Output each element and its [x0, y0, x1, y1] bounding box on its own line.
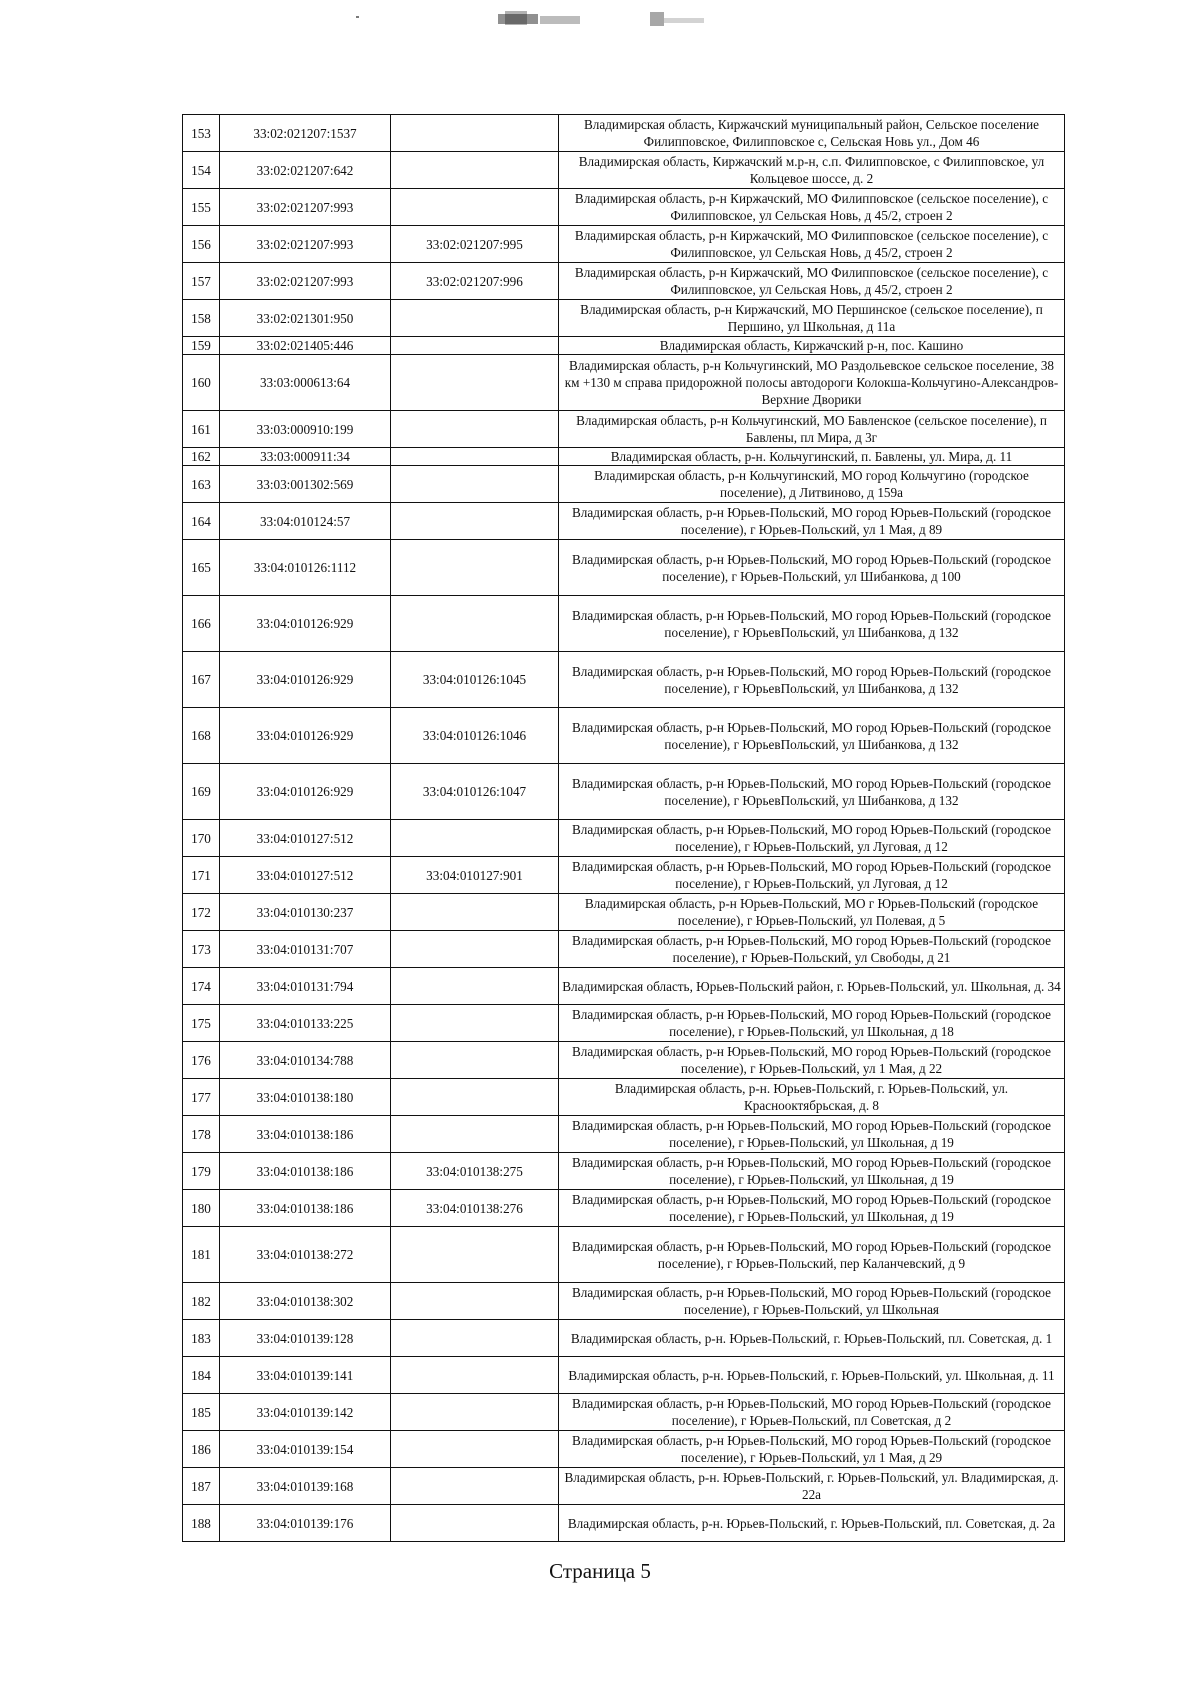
linked-cadastral-number: 33:04:010138:275 [391, 1153, 559, 1190]
table-row [183, 1190, 1065, 1227]
cadastral-number: 33:04:010126:929 [220, 596, 391, 652]
row-number: 159 [183, 337, 220, 355]
linked-cadastral-number [391, 411, 559, 448]
address: Владимирская область, р-н Юрьев-Польский, МО город Юрьев-Польский (городское поселение), г Юрьев-Польский, ул 1 Мая, д 29 [559, 1431, 1065, 1468]
address: Владимирская область, Киржачский муниципальный район, Сельское поселение Филипповское, Филипповское с, Сельская Новь ул., Дом 46 [559, 115, 1065, 152]
table-row [183, 596, 1065, 652]
cadastral-number: 33:04:010139:154 [220, 1431, 391, 1468]
row-number: 181 [183, 1227, 220, 1283]
scan-artifact [0, 6, 1200, 36]
table-row [183, 189, 1065, 226]
row-number: 173 [183, 931, 220, 968]
row-number: 188 [183, 1505, 220, 1542]
row-number: 161 [183, 411, 220, 448]
address: Владимирская область, р-н Юрьев-Польский, МО город Юрьев-Польский (городское поселение), г Юрьев-Польский, ул Луговая, д 12 [559, 820, 1065, 857]
row-number: 182 [183, 1283, 220, 1320]
address: Владимирская область, р-н Юрьев-Польский, МО город Юрьев-Польский (городское поселение), г ЮрьевПольский, ул Шибанкова, д 132 [559, 652, 1065, 708]
linked-cadastral-number [391, 152, 559, 189]
cadastral-number: 33:03:000910:199 [220, 411, 391, 448]
address: Владимирская область, р-н Юрьев-Польский, МО город Юрьев-Польский (городское поселение), г Юрьев-Польский, ул Школьная, д 19 [559, 1116, 1065, 1153]
address: Владимирская область, р-н Юрьев-Польский, МО город Юрьев-Польский (городское поселение), г Юрьев-Польский, ул Школьная [559, 1283, 1065, 1320]
cadastral-number: 33:04:010139:141 [220, 1357, 391, 1394]
cadastral-number: 33:04:010138:186 [220, 1153, 391, 1190]
cadastral-number: 33:04:010131:707 [220, 931, 391, 968]
row-number: 158 [183, 300, 220, 337]
table-row [183, 355, 1065, 411]
linked-cadastral-number [391, 894, 559, 931]
row-number: 167 [183, 652, 220, 708]
linked-cadastral-number [391, 1357, 559, 1394]
row-number: 176 [183, 1042, 220, 1079]
address: Владимирская область, р-н Юрьев-Польский, МО город Юрьев-Польский (городское поселение), г Юрьев-Польский, пл Советская, д 2 [559, 1394, 1065, 1431]
cadastral-number: 33:03:000613:64 [220, 355, 391, 411]
linked-cadastral-number [391, 1394, 559, 1431]
linked-cadastral-number [391, 1005, 559, 1042]
cadastral-number: 33:04:010126:929 [220, 652, 391, 708]
linked-cadastral-number [391, 820, 559, 857]
cadastral-number: 33:02:021207:1537 [220, 115, 391, 152]
row-number: 164 [183, 503, 220, 540]
address: Владимирская область, р-н Юрьев-Польский, МО город Юрьев-Польский (городское поселение), г Юрьев-Польский, ул 1 Мая, д 22 [559, 1042, 1065, 1079]
row-number: 160 [183, 355, 220, 411]
row-number: 178 [183, 1116, 220, 1153]
address: Владимирская область, р-н Юрьев-Польский, МО город Юрьев-Польский (городское поселение), г Юрьев-Польский, ул 1 Мая, д 89 [559, 503, 1065, 540]
linked-cadastral-number [391, 596, 559, 652]
cadastral-number: 33:02:021207:993 [220, 226, 391, 263]
cadastral-number: 33:04:010138:302 [220, 1283, 391, 1320]
row-number: 174 [183, 968, 220, 1005]
table-row [183, 1505, 1065, 1542]
linked-cadastral-number [391, 337, 559, 355]
address: Владимирская область, р-н Юрьев-Польский, МО город Юрьев-Польский (городское поселение), г Юрьев-Польский, ул Школьная, д 19 [559, 1190, 1065, 1227]
cadastral-number: 33:04:010124:57 [220, 503, 391, 540]
row-number: 172 [183, 894, 220, 931]
linked-cadastral-number [391, 1431, 559, 1468]
address: Владимирская область, р-н Киржачский, МО Филипповское (сельское поселение), с Филипповское, ул Сельская Новь, д 45/2, строен 2 [559, 263, 1065, 300]
cadastral-number: 33:04:010134:788 [220, 1042, 391, 1079]
table-row [183, 540, 1065, 596]
cadastral-number: 33:04:010126:1112 [220, 540, 391, 596]
table-row [183, 152, 1065, 189]
address: Владимирская область, р-н Киржачский, МО Першинское (сельское поселение), п Першино, ул Школьная, д 11а [559, 300, 1065, 337]
address: Владимирская область, р-н. Юрьев-Польский, г. Юрьев-Польский, пл. Советская, д. 2а [559, 1505, 1065, 1542]
linked-cadastral-number [391, 1320, 559, 1357]
address: Владимирская область, р-н Юрьев-Польский, МО город Юрьев-Польский (городское поселение), г Юрьев-Польский, ул Луговая, д 12 [559, 857, 1065, 894]
linked-cadastral-number [391, 300, 559, 337]
cadastral-number: 33:04:010138:186 [220, 1116, 391, 1153]
row-number: 163 [183, 466, 220, 503]
row-number: 179 [183, 1153, 220, 1190]
linked-cadastral-number [391, 1283, 559, 1320]
address: Владимирская область, р-н Юрьев-Польский, МО город Юрьев-Польский (городское поселение), г Юрьев-Польский, пер Каланчевский, д 9 [559, 1227, 1065, 1283]
linked-cadastral-number [391, 448, 559, 466]
cadastral-number: 33:04:010130:237 [220, 894, 391, 931]
table-row [183, 1394, 1065, 1431]
linked-cadastral-number [391, 1079, 559, 1116]
table-row [183, 708, 1065, 764]
row-number: 180 [183, 1190, 220, 1227]
linked-cadastral-number: 33:02:021207:995 [391, 226, 559, 263]
table-row [183, 652, 1065, 708]
cadastral-number: 33:04:010139:168 [220, 1468, 391, 1505]
linked-cadastral-number: 33:04:010126:1046 [391, 708, 559, 764]
linked-cadastral-number: 33:02:021207:996 [391, 263, 559, 300]
linked-cadastral-number [391, 466, 559, 503]
address: Владимирская область, р-н Юрьев-Польский, МО город Юрьев-Польский (городское поселение), г Юрьев-Польский, ул Школьная, д 19 [559, 1153, 1065, 1190]
address: Владимирская область, р-н Кольчугинский, МО Раздольевское сельское поселение, 38 км +130 м справа придорожной полосы автодороги Колокша-Кольчугино-Александров-Верхние Дворики [559, 355, 1065, 411]
linked-cadastral-number [391, 1116, 559, 1153]
address: Владимирская область, р-н. Юрьев-Польский, г. Юрьев-Польский, ул. Краснооктябрьская, д. 8 [559, 1079, 1065, 1116]
cadastral-number: 33:03:001302:569 [220, 466, 391, 503]
row-number: 187 [183, 1468, 220, 1505]
address: Владимирская область, р-н Киржачский, МО Филипповское (сельское поселение), с Филипповское, ул Сельская Новь, д 45/2, строен 2 [559, 226, 1065, 263]
row-number: 157 [183, 263, 220, 300]
row-number: 185 [183, 1394, 220, 1431]
cadastral-number: 33:04:010139:142 [220, 1394, 391, 1431]
address: Владимирская область, р-н. Юрьев-Польский, г. Юрьев-Польский, пл. Советская, д. 1 [559, 1320, 1065, 1357]
cadastral-number: 33:04:010127:512 [220, 820, 391, 857]
cadastral-number: 33:04:010126:929 [220, 708, 391, 764]
table-row [183, 1357, 1065, 1394]
table-row [183, 503, 1065, 540]
row-number: 183 [183, 1320, 220, 1357]
address: Владимирская область, р-н. Кольчугинский, п. Бавлены, ул. Мира, д. 11 [559, 448, 1065, 466]
linked-cadastral-number [391, 189, 559, 226]
table-row [183, 931, 1065, 968]
linked-cadastral-number [391, 1505, 559, 1542]
cadastral-number: 33:02:021207:993 [220, 263, 391, 300]
address: Владимирская область, р-н Киржачский, МО Филипповское (сельское поселение), с Филипповское, ул Сельская Новь, д 45/2, строен 2 [559, 189, 1065, 226]
row-number: 153 [183, 115, 220, 152]
property-table [182, 114, 1065, 1542]
table-row [183, 226, 1065, 263]
linked-cadastral-number [391, 503, 559, 540]
table-row [183, 1042, 1065, 1079]
table-row [183, 857, 1065, 894]
address: Владимирская область, р-н Юрьев-Польский, МО город Юрьев-Польский (городское поселение), г ЮрьевПольский, ул Шибанкова, д 132 [559, 596, 1065, 652]
table-row [183, 448, 1065, 466]
cadastral-number: 33:04:010138:272 [220, 1227, 391, 1283]
address: Владимирская область, р-н Юрьев-Польский, МО город Юрьев-Польский (городское поселение), г ЮрьевПольский, ул Шибанкова, д 132 [559, 764, 1065, 820]
address: Владимирская область, р-н Юрьев-Польский, МО город Юрьев-Польский (городское поселение), г Юрьев-Польский, ул Школьная, д 18 [559, 1005, 1065, 1042]
cadastral-number: 33:02:021207:642 [220, 152, 391, 189]
cadastral-number: 33:02:021301:950 [220, 300, 391, 337]
linked-cadastral-number [391, 968, 559, 1005]
row-number: 162 [183, 448, 220, 466]
row-number: 166 [183, 596, 220, 652]
table-row [183, 894, 1065, 931]
cadastral-number: 33:02:021405:446 [220, 337, 391, 355]
table-row [183, 1468, 1065, 1505]
table-row [183, 1431, 1065, 1468]
address: Владимирская область, р-н Юрьев-Польский, МО г Юрьев-Польский (городское поселение), г Юрьев-Польский, ул Полевая, д 5 [559, 894, 1065, 931]
table-row [183, 1079, 1065, 1116]
linked-cadastral-number: 33:04:010126:1045 [391, 652, 559, 708]
row-number: 165 [183, 540, 220, 596]
table-row [183, 300, 1065, 337]
table-row [183, 411, 1065, 448]
cadastral-number: 33:02:021207:993 [220, 189, 391, 226]
table-row [183, 764, 1065, 820]
linked-cadastral-number [391, 355, 559, 411]
address: Владимирская область, р-н. Юрьев-Польский, г. Юрьев-Польский, ул. Школьная, д. 11 [559, 1357, 1065, 1394]
table-row [183, 1283, 1065, 1320]
linked-cadastral-number [391, 1227, 559, 1283]
page-number: Страница 5 [549, 1559, 651, 1583]
cadastral-number: 33:04:010139:128 [220, 1320, 391, 1357]
address: Владимирская область, р-н Кольчугинский, МО город Кольчугино (городское поселение), д Литвиново, д 159а [559, 466, 1065, 503]
linked-cadastral-number: 33:04:010138:276 [391, 1190, 559, 1227]
table-row [183, 820, 1065, 857]
table-row [183, 1153, 1065, 1190]
linked-cadastral-number [391, 540, 559, 596]
linked-cadastral-number [391, 1042, 559, 1079]
linked-cadastral-number [391, 931, 559, 968]
address: Владимирская область, Киржачский м.р-н, с.п. Филипповское, с Филипповское, ул Кольцевое шоссе, д. 2 [559, 152, 1065, 189]
row-number: 156 [183, 226, 220, 263]
row-number: 168 [183, 708, 220, 764]
address: Владимирская область, р-н Юрьев-Польский, МО город Юрьев-Польский (городское поселение), г ЮрьевПольский, ул Шибанкова, д 132 [559, 708, 1065, 764]
cadastral-number: 33:04:010133:225 [220, 1005, 391, 1042]
table-row [183, 466, 1065, 503]
address: Владимирская область, Юрьев-Польский район, г. Юрьев-Польский, ул. Школьная, д. 34 [559, 968, 1065, 1005]
table-row [183, 968, 1065, 1005]
table-row [183, 1227, 1065, 1283]
cadastral-number: 33:04:010138:186 [220, 1190, 391, 1227]
linked-cadastral-number [391, 1468, 559, 1505]
register-sheet [182, 114, 1065, 1542]
linked-cadastral-number: 33:04:010127:901 [391, 857, 559, 894]
address: Владимирская область, р-н Юрьев-Польский, МО город Юрьев-Польский (городское поселение), г Юрьев-Польский, ул Шибанкова, д 100 [559, 540, 1065, 596]
cadastral-number: 33:04:010127:512 [220, 857, 391, 894]
row-number: 184 [183, 1357, 220, 1394]
cadastral-number: 33:04:010131:794 [220, 968, 391, 1005]
row-number: 154 [183, 152, 220, 189]
address: Владимирская область, р-н Юрьев-Польский, МО город Юрьев-Польский (городское поселение), г Юрьев-Польский, ул Свободы, д 21 [559, 931, 1065, 968]
table-row [183, 1005, 1065, 1042]
linked-cadastral-number [391, 115, 559, 152]
table-row [183, 337, 1065, 355]
linked-cadastral-number: 33:04:010126:1047 [391, 764, 559, 820]
cadastral-number: 33:04:010126:929 [220, 764, 391, 820]
row-number: 170 [183, 820, 220, 857]
table-row [183, 1116, 1065, 1153]
address: Владимирская область, Киржачский р-н, пос. Кашино [559, 337, 1065, 355]
row-number: 155 [183, 189, 220, 226]
cadastral-number: 33:03:000911:34 [220, 448, 391, 466]
row-number: 169 [183, 764, 220, 820]
row-number: 177 [183, 1079, 220, 1116]
address: Владимирская область, р-н Кольчугинский, МО Бавленское (сельское поселение), п Бавлены, пл Мира, д 3г [559, 411, 1065, 448]
cadastral-number: 33:04:010139:176 [220, 1505, 391, 1542]
cadastral-number: 33:04:010138:180 [220, 1079, 391, 1116]
address: Владимирская область, р-н. Юрьев-Польский, г. Юрьев-Польский, ул. Владимирская, д. 22а [559, 1468, 1065, 1505]
row-number: 171 [183, 857, 220, 894]
table-row [183, 1320, 1065, 1357]
row-number: 175 [183, 1005, 220, 1042]
table-row [183, 115, 1065, 152]
table-row [183, 263, 1065, 300]
row-number: 186 [183, 1431, 220, 1468]
